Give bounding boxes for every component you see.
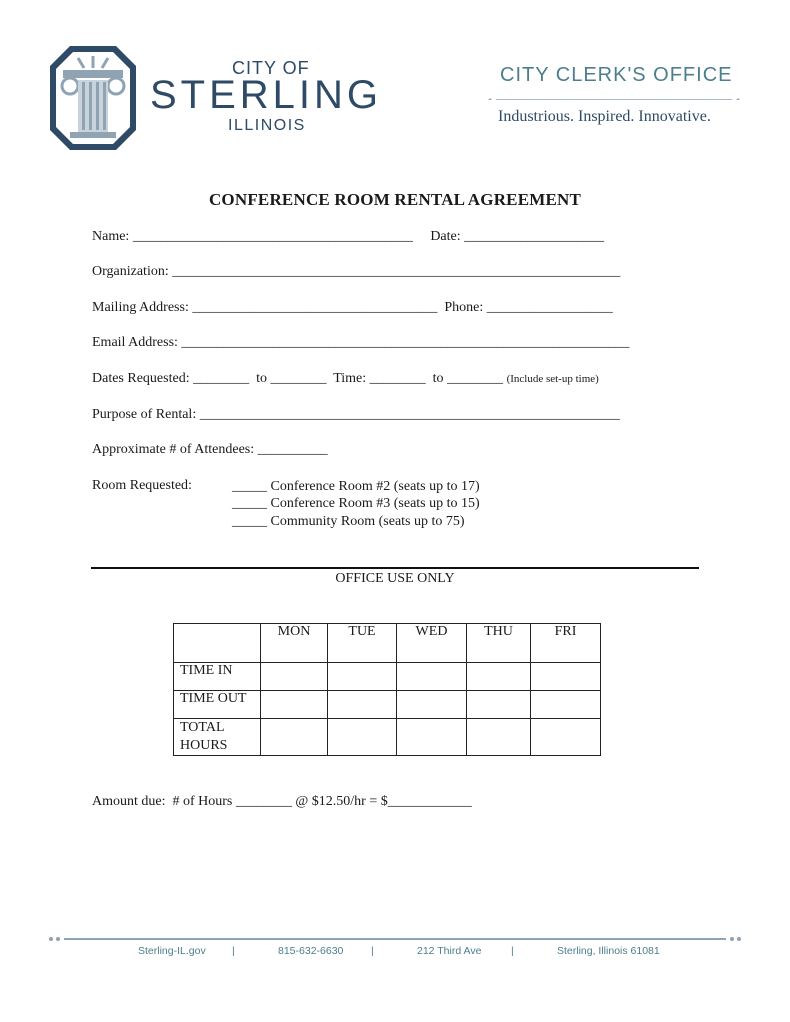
footer-website[interactable]: Sterling-IL.gov [138,945,206,957]
city-name: STERLING [150,73,383,117]
schedule-table [173,623,601,756]
section-divider [91,567,699,569]
column-emblem-icon [48,44,138,152]
table-cell[interactable] [261,691,328,719]
room-option-2[interactable]: _____ Conference Room #2 (seats up to 17) [232,479,480,494]
table-cell[interactable] [328,663,397,691]
footer-city: Sterling, Illinois 61081 [557,945,660,957]
city-of-label: CITY OF [232,58,310,78]
footer-separator: | [511,945,514,957]
state-label: ILLINOIS [228,117,306,134]
footer-separator: | [371,945,374,957]
footer-divider [48,935,742,943]
day-header: TUE [328,624,397,663]
email-field[interactable]: Email Address: ________________________________________________________________ [92,335,630,350]
footer-phone: 815-632-6630 [278,945,344,957]
day-header: MON [261,624,328,663]
attendees-field[interactable]: Approximate # of Attendees: __________ [92,442,328,457]
amount-due-field[interactable]: Amount due: # of Hours ________ @ $12.50/hr = $____________ [92,794,472,809]
table-cell[interactable] [531,663,601,691]
dates-time-field[interactable] [92,371,599,387]
office-use-label: OFFICE USE ONLY [335,571,455,586]
table-cell[interactable] [397,691,467,719]
organization-field[interactable]: Organization: ________________________________________________________________ [92,264,621,279]
row-label: TIME OUT [174,691,261,719]
setup-time-note: (Include set-up time) [506,373,599,385]
mailing-phone-field[interactable]: Mailing Address: ___________________________________ Phone: __________________ [92,300,613,315]
tagline: Industrious. Inspired. Innovative. [498,108,711,125]
table-cell[interactable] [467,691,531,719]
room-requested-label: Room Requested: [92,478,192,493]
table-cell[interactable] [261,719,328,756]
day-header: WED [397,624,467,663]
table-cell[interactable] [397,719,467,756]
table-cell[interactable] [261,663,328,691]
header-divider [488,98,740,100]
row-label: TOTAL HOURS [174,719,261,756]
name-date-field[interactable]: Name: ________________________________________ Date: ____________________ [92,229,605,244]
document-title: CONFERENCE ROOM RENTAL AGREEMENT [208,190,582,209]
day-header: FRI [531,624,601,663]
room-option-3[interactable]: _____ Conference Room #3 (seats up to 15) [232,496,480,511]
office-name: CITY CLERK'S OFFICE [500,64,733,86]
table-corner-cell [174,624,261,663]
footer-separator: | [232,945,235,957]
footer-address: 212 Third Ave [417,945,482,957]
table-cell[interactable] [328,691,397,719]
table-cell[interactable] [397,663,467,691]
day-header: THU [467,624,531,663]
dates-time-label: Dates Requested: ________ to ________ Time: ________ to ________ [92,371,507,386]
table-cell[interactable] [467,663,531,691]
room-option-community[interactable]: _____ Community Room (seats up to 75) [232,514,465,529]
table-cell[interactable] [531,691,601,719]
table-cell[interactable] [531,719,601,756]
table-cell[interactable] [467,719,531,756]
city-logo [48,44,398,154]
row-label: TIME IN [174,663,261,691]
purpose-field[interactable]: Purpose of Rental: ____________________________________________________________ [92,407,620,422]
table-cell[interactable] [328,719,397,756]
